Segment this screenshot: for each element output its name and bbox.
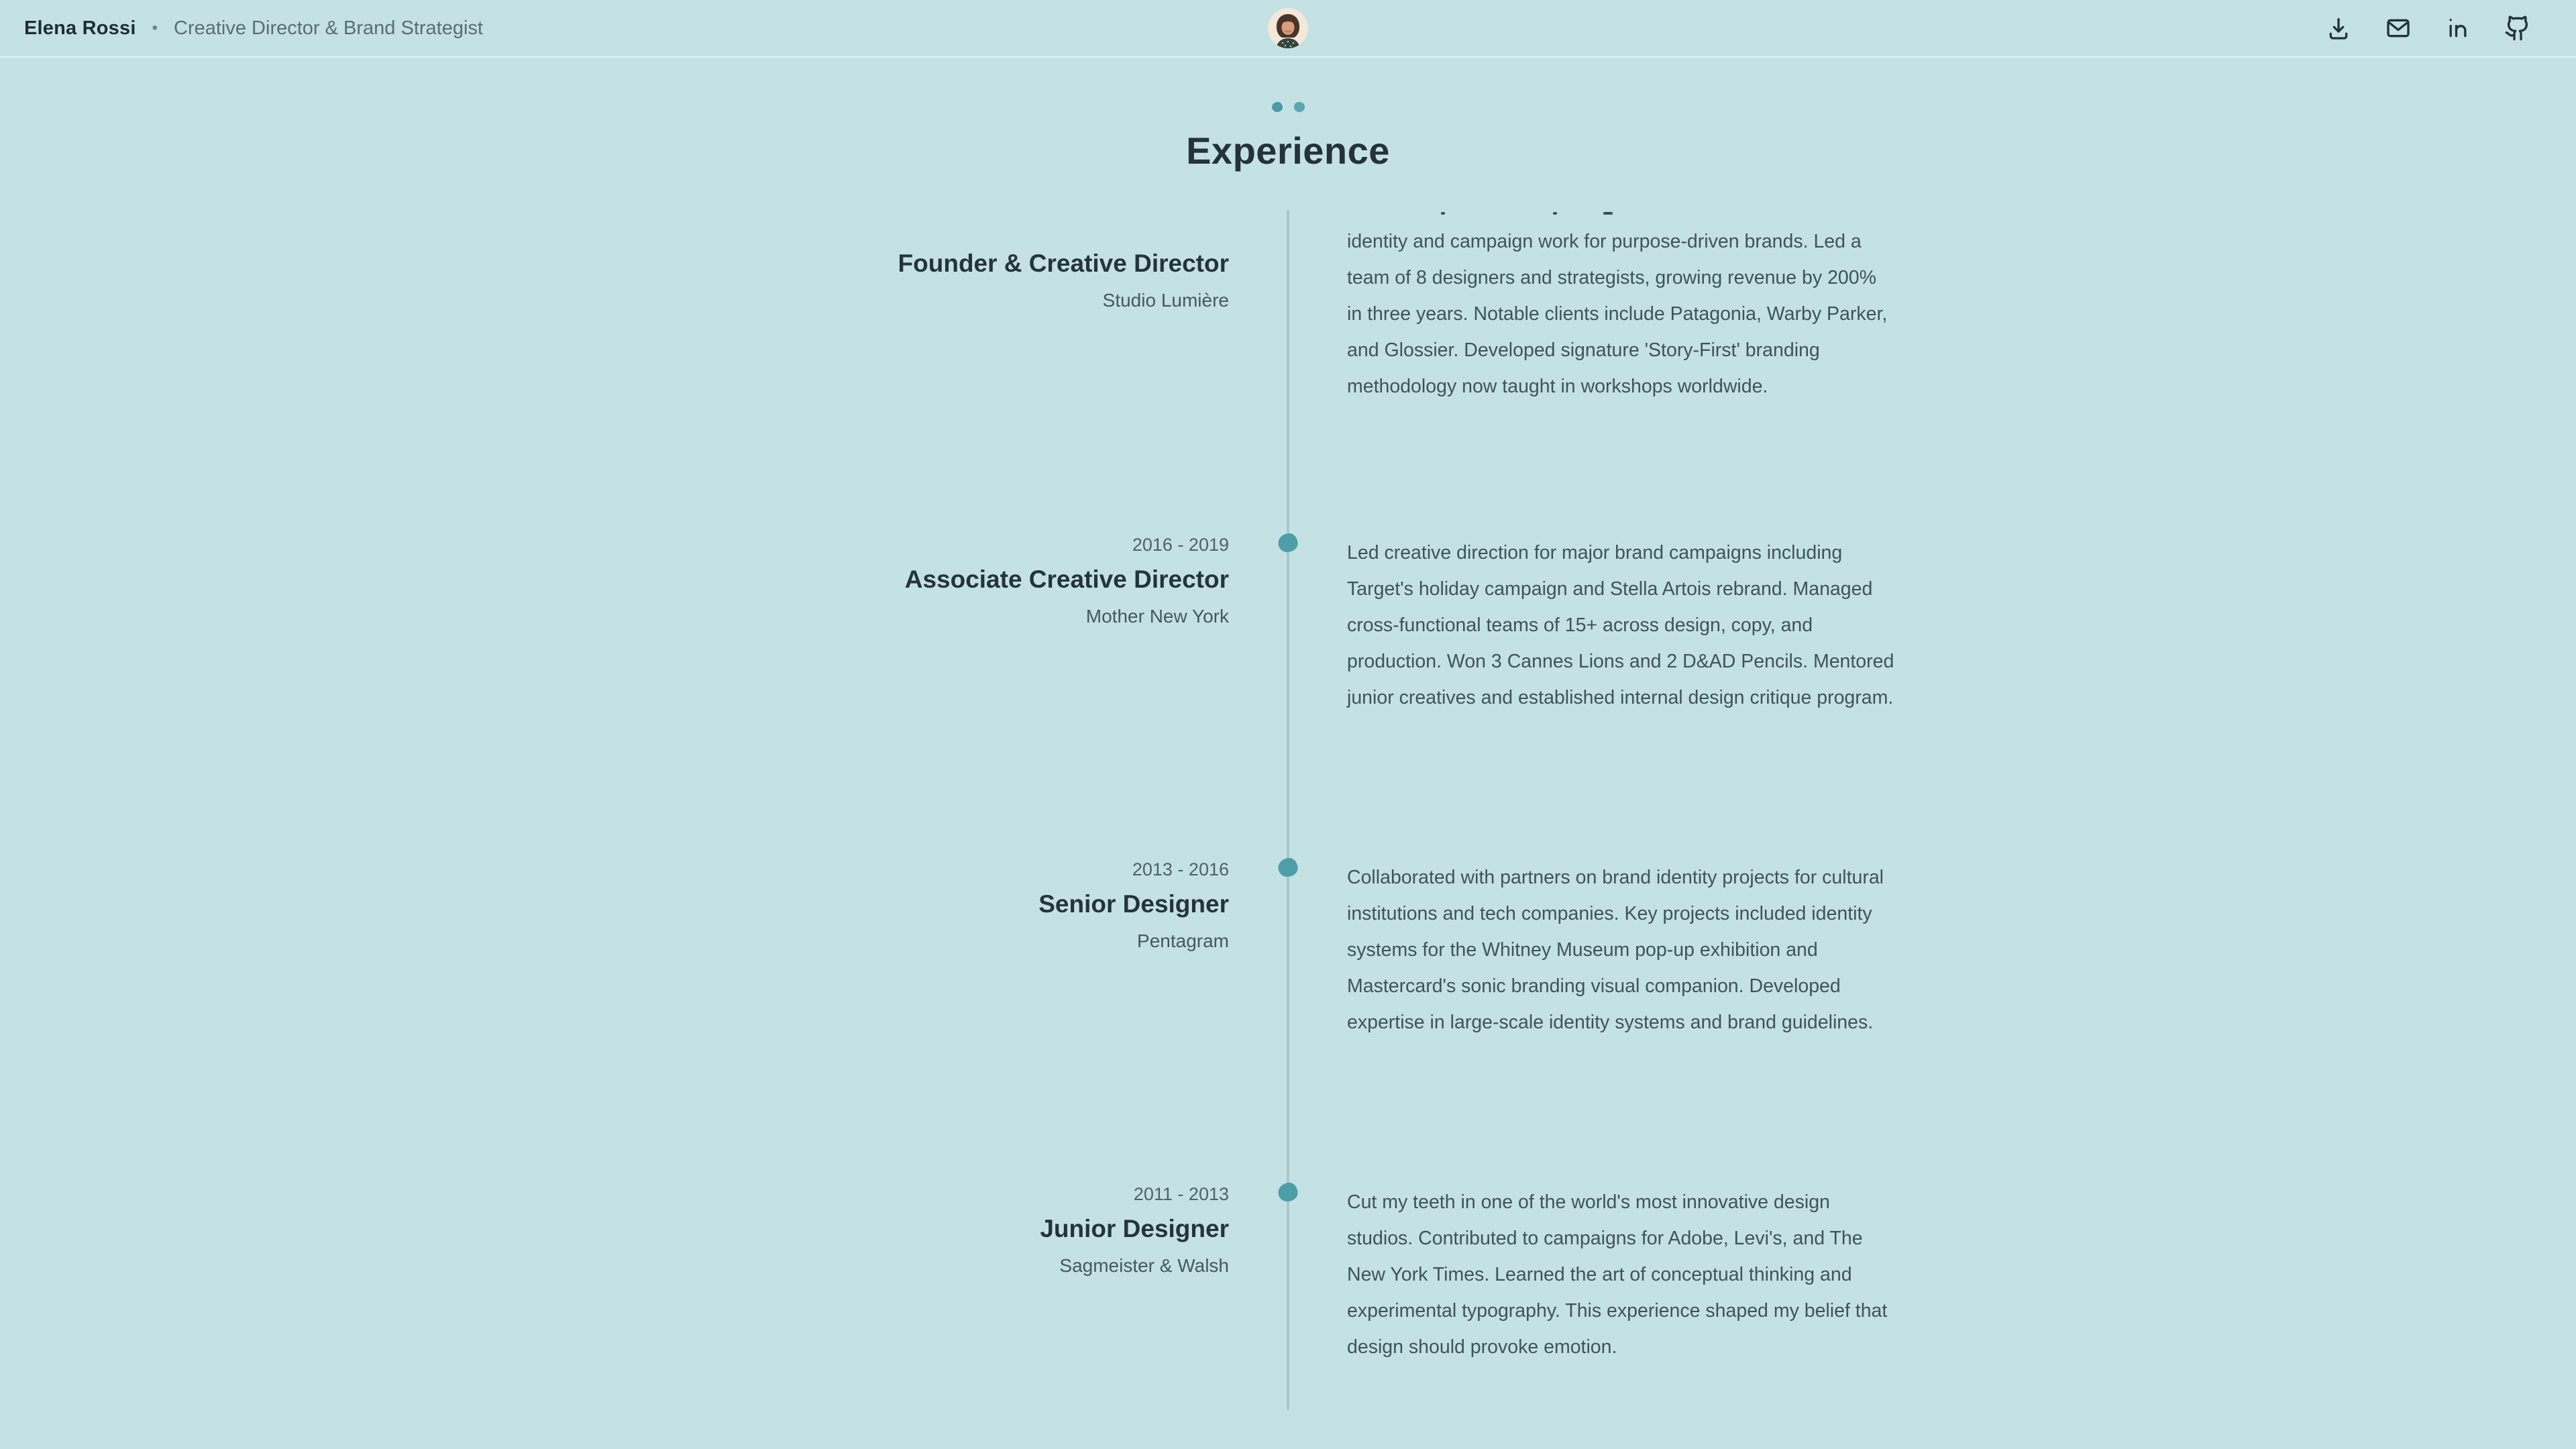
- entry-description: identity and campaign work for purpose-driven brands. Led a team of 8 designers and strategists, growing revenue by 200% in three years. Notable clients include Patagonia, Warby Parker, and Glossier. Developed signature 'Story-First' branding methodology now taught in workshops worldwide.: [1347, 231, 1888, 397]
- identity-group: [24, 17, 483, 40]
- timeline-dot: [1279, 858, 1298, 877]
- accent-dot: [1272, 102, 1283, 112]
- timeline-entry: [0, 210, 2576, 411]
- accent-dot: [1294, 102, 1305, 112]
- entry-meta: [0, 210, 1229, 411]
- entry-company: Sagmeister & Walsh: [1059, 1255, 1229, 1276]
- timeline-entry: [0, 1184, 2576, 1385]
- entry-company: Studio Lumière: [1102, 290, 1229, 311]
- entry-meta: [0, 535, 1229, 736]
- download-icon: [2325, 15, 2352, 42]
- entry-dates: 2011 - 2013: [1133, 1184, 1229, 1204]
- entry-meta: [0, 859, 1229, 1061]
- entry-body: [1347, 1184, 2576, 1385]
- mail-icon: [2385, 15, 2412, 42]
- entry-body: [1347, 859, 2576, 1061]
- download-button[interactable]: [2324, 14, 2353, 42]
- entry-dates: 2016 - 2019: [1132, 535, 1229, 555]
- entry-description: Cut my teeth in one of the world's most innovative design studios. Contributed to campaigns for Adobe, Levi's, and The New York Times. Learned the art of conceptual thinking and experimental typography. This experience shaped my belief that design should provoke emotion.: [1347, 1191, 1888, 1358]
- email-button[interactable]: [2384, 14, 2412, 42]
- main-content: [0, 102, 2576, 1385]
- page-title: Experience: [1186, 129, 1390, 172]
- header-actions: [2324, 14, 2532, 42]
- github-icon: [2504, 15, 2531, 42]
- entry-body: [1347, 210, 2576, 411]
- linkedin-button[interactable]: [2444, 14, 2472, 42]
- timeline-dot: [1279, 1183, 1298, 1201]
- user-tagline: Creative Director & Brand Strategist: [174, 17, 483, 39]
- entry-description: Led creative direction for major brand campaigns including Target's holiday campaign and Stella Artois rebrand. Managed cross-functional teams of 15+ across design, copy, and production. Won 3 Cannes Lions and 2 D&AD Pencils. Mentored junior creatives and established internal design critique program.: [1347, 542, 1894, 708]
- entry-role: Senior Designer: [1038, 890, 1229, 918]
- github-button[interactable]: [2504, 14, 2532, 42]
- entry-role: Junior Designer: [1040, 1215, 1229, 1242]
- experience-timeline: [0, 210, 2576, 1385]
- timeline-entry: [0, 859, 2576, 1061]
- entry-company: Mother New York: [1085, 606, 1229, 627]
- separator-dot: •: [152, 19, 158, 37]
- entry-role: Founder & Creative Director: [898, 250, 1229, 277]
- top-bar: [0, 0, 2576, 58]
- decorative-dots: [0, 102, 2576, 112]
- entry-company: Pentagram: [1137, 930, 1229, 951]
- avatar[interactable]: [1268, 8, 1308, 48]
- avatar-photo: [1268, 8, 1308, 48]
- user-name: Elena Rossi: [24, 17, 136, 39]
- linkedin-icon: [2445, 15, 2471, 42]
- entry-dates: 2013 - 2016: [1132, 859, 1229, 879]
- entry-meta: [0, 1184, 1229, 1385]
- entry-role: Associate Creative Director: [904, 566, 1229, 593]
- clipped-text-remnant: [1347, 210, 2576, 217]
- entry-body: [1347, 535, 2576, 736]
- timeline-entry: [0, 535, 2576, 736]
- entry-description: Collaborated with partners on brand identity projects for cultural institutions and tech companies. Key projects included identity systems for the Whitney Museum pop-up exhibition and Mastercard's sonic branding visual companion. Developed expertise in large-scale identity systems and brand guidelines.: [1347, 867, 1884, 1033]
- timeline-dot: [1279, 533, 1298, 552]
